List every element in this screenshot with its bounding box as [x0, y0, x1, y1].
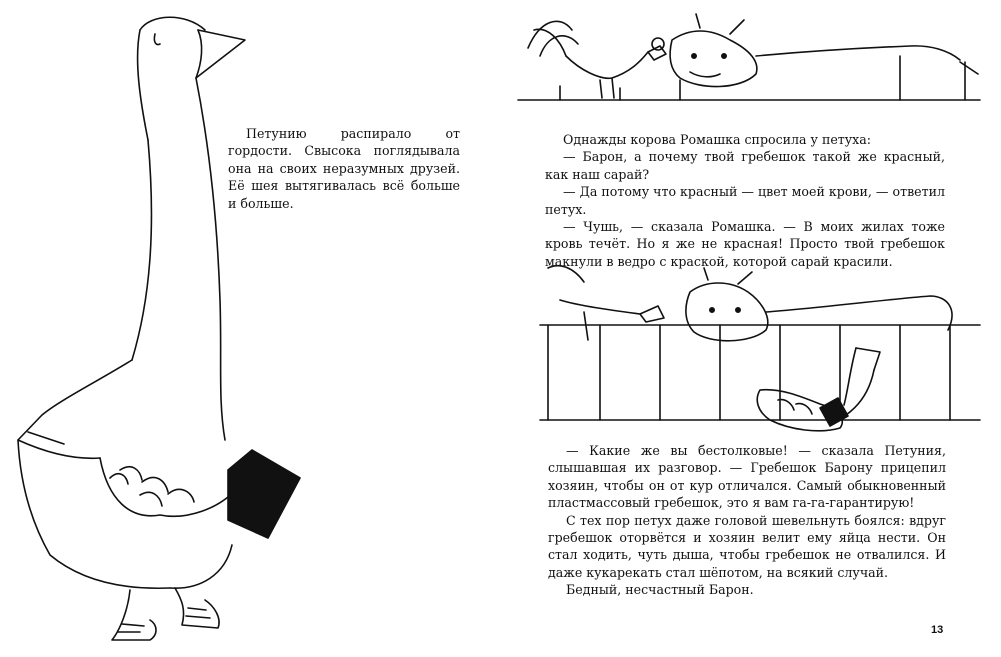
goose-rooster-cow-fence-illustration	[540, 266, 980, 431]
paragraph: — Какие же вы бестолковые! — сказала Петуния, слышавшая их разговор. — Гребешок Барону прицепил хозяин, чтобы он от кур отличался. Самый обыкновенный пластмассовый гребешок, это я вам га-га-гарантирую!	[548, 443, 946, 511]
right-page-bottom-text	[548, 442, 946, 599]
paragraph: — Барон, а почему твой гребешок такой же красный, как наш сарай?	[545, 149, 945, 182]
paragraph: Однажды корова Ромашка спросила у петуха:	[563, 132, 872, 147]
page-number: 13	[931, 624, 944, 636]
paragraph: — Да потому что красный — цвет моей крови, — ответил петух.	[545, 184, 945, 217]
right-page-top-text	[545, 131, 945, 270]
goose-petunia-illustration	[18, 17, 245, 640]
folder-illustration	[228, 450, 300, 538]
small-folder-illustration	[820, 398, 848, 426]
paragraph: — Чушь, — сказала Ромашка. — В моих жилах тоже кровь течёт. Но я же не красная! Просто твой гребешок макнули в ведро с краской, которой сарай красили.	[545, 219, 945, 269]
paragraph: Петунию распирало от гордости. Свысока поглядывала она на своих неразумных друзей. Её шея вытягивалась всё больше и больше.	[228, 126, 460, 211]
left-page-text	[228, 125, 460, 212]
rooster-cow-fence-illustration	[518, 14, 980, 100]
paragraph: С тех пор петух даже головой шевельнуть боялся: вдруг гребешок оторвётся и хозяин велит ему яйца нести. Он стал ходить, чуть дыша, чтобы гребешок не отвалился. И даже кукарекать стал шёпотом, на всякий случай.	[548, 512, 946, 580]
paragraph: Бедный, несчастный Барон.	[566, 582, 754, 598]
